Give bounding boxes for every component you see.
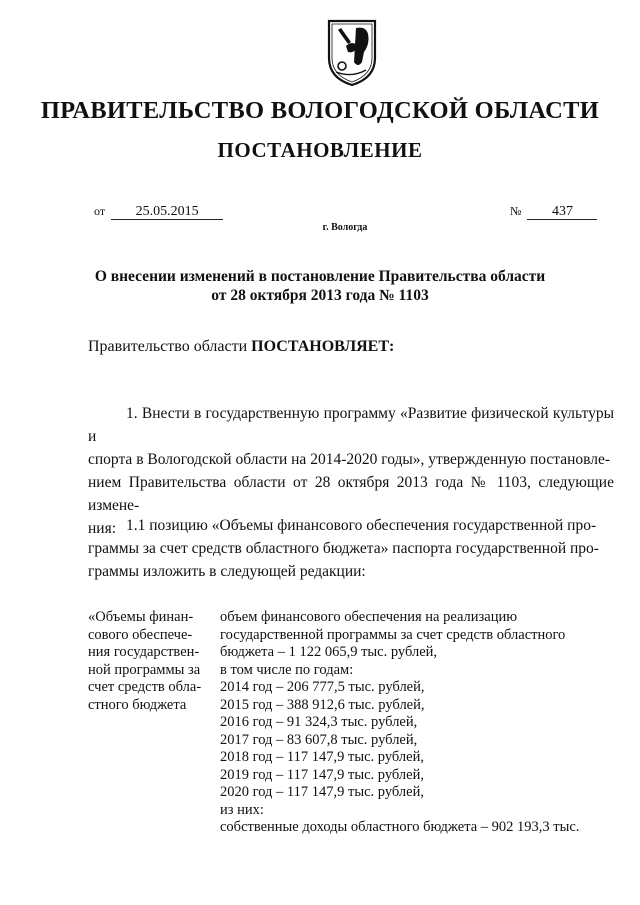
intro-prefix: Правительство области — [88, 338, 252, 355]
paragraph-line: 1. Внести в государственную программу «Развитие физической культуры и — [88, 405, 614, 445]
document-type: ПОСТАНОВЛЕНИЕ — [217, 138, 423, 162]
paragraph-line: граммы изложить в следующей редакции: — [88, 563, 366, 580]
table-left-line: «Объемы финан- — [88, 609, 194, 625]
number-field — [510, 204, 597, 220]
organization-name: ПРАВИТЕЛЬСТВО ВОЛОГОДСКОЙ ОБЛАСТИ — [40, 97, 600, 124]
number-label: № — [510, 204, 522, 218]
date-value: 25.05.2015 — [111, 204, 223, 220]
table-right-line: собственные доходы областного бюджета – 902 193,3 тыс. — [220, 819, 580, 835]
document-title-line: от 28 октября 2013 года № 1103 — [211, 287, 429, 304]
table-right-column — [220, 609, 620, 837]
table-left-line: стного бюджета — [88, 696, 187, 713]
city: г. Вологда — [322, 222, 368, 233]
intro-statement — [88, 338, 394, 356]
paragraph-line: нием Правительства области от 28 октября 2013 года № 1103, следующие измене- — [88, 474, 614, 514]
table-right-line: 2014 год – 206 777,5 тыс. рублей, — [220, 679, 425, 695]
paragraph-2 — [88, 514, 614, 583]
table-right-line: 2017 год – 83 607,8 тыс. рублей, — [220, 731, 418, 748]
table-right-line: бюджета – 1 122 065,9 тыс. рублей, — [220, 644, 438, 660]
coat-of-arms-icon — [326, 18, 378, 88]
table-left-line: ния государствен- — [88, 644, 200, 660]
table-right-line: 2015 год – 388 912,6 тыс. рублей, — [220, 696, 425, 713]
table-right-line: государственной программы за счет средств областного — [220, 626, 566, 643]
table-right-line: 2018 год – 117 147,9 тыс. рублей, — [220, 749, 424, 765]
table-left-line: счет средств обла- — [88, 679, 202, 695]
table-left-line: ной программы за — [88, 661, 201, 678]
document-title-line: О внесении изменений в постановление Правительства области — [94, 268, 546, 285]
table-right-line: 2019 год – 117 147,9 тыс. рублей, — [220, 766, 424, 783]
paragraph-line: граммы за счет средств областного бюджета» паспорта государственной про- — [88, 540, 599, 557]
paragraph-line: 1.1 позицию «Объемы финансового обеспечения государственной про- — [126, 517, 597, 534]
date-field — [94, 204, 223, 220]
intro-decree: ПОСТАНОВЛЯЕТ: — [251, 338, 395, 355]
table-right-line: объем финансового обеспечения на реализацию — [220, 609, 518, 625]
paragraph-line: спорта в Вологодской области на 2014-2020 годы», утвержденную постановле- — [88, 451, 611, 468]
table-right-line: в том числе по годам: — [220, 661, 354, 678]
number-value: 437 — [527, 204, 597, 220]
date-label: от — [94, 204, 106, 218]
table-right-line: 2020 год – 117 147,9 тыс. рублей, — [220, 784, 424, 800]
table-right-line: 2016 год – 91 324,3 тыс. рублей, — [220, 714, 418, 730]
table-right-line: из них: — [220, 801, 264, 818]
paragraph-line: ния: — [88, 520, 117, 537]
table-left-line: сового обеспече- — [88, 626, 193, 643]
table-left-column — [88, 609, 212, 714]
document-title — [0, 267, 640, 305]
